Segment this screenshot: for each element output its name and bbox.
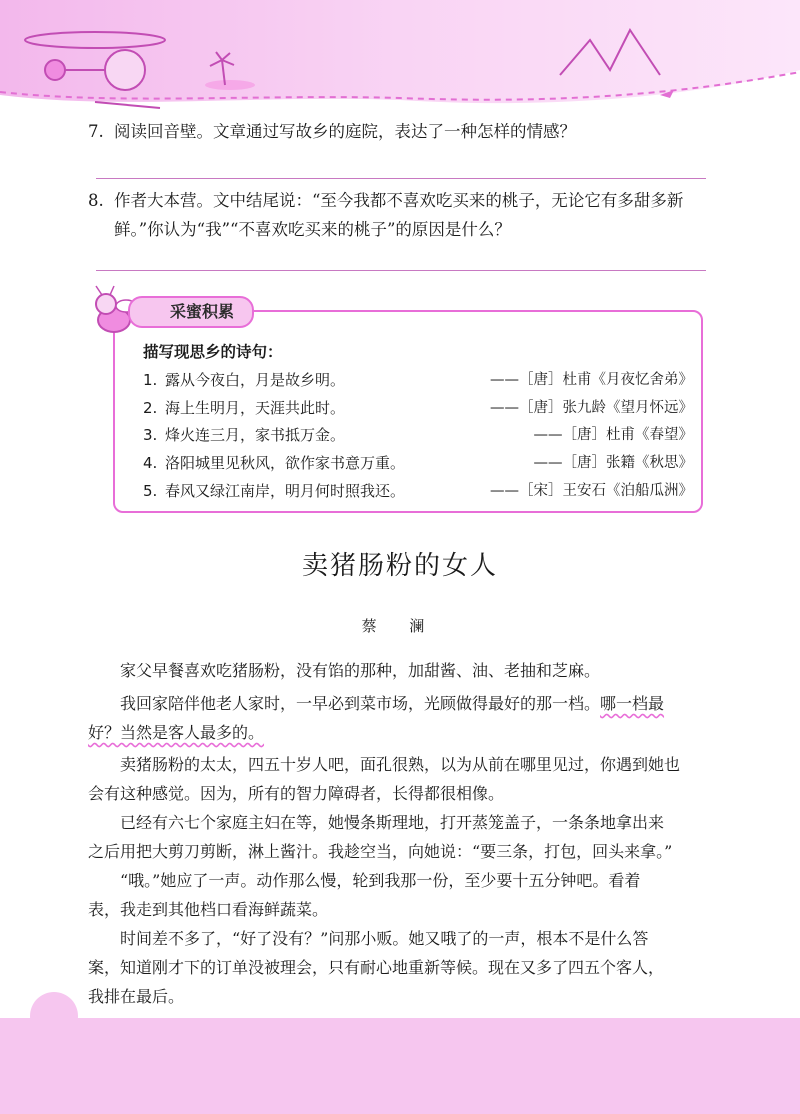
paragraph	[88, 924, 714, 953]
paragraph	[88, 953, 714, 982]
poem-number: 2.	[143, 399, 158, 417]
paragraph	[88, 656, 714, 685]
answer-line-7[interactable]	[96, 178, 706, 179]
question-text-line-1: 作者大本营。文中结尾说：“至今我都不喜欢吃买来的桃子，无论它有多甜多新	[114, 191, 684, 210]
poem-source: ——［唐］张籍《秋思》	[533, 455, 693, 471]
poem-line	[143, 478, 693, 504]
poem-text: 露从今夜白，月是故乡明。	[165, 371, 346, 389]
box-title: 描写现思乡的诗句：	[143, 343, 283, 361]
poem-text: 洛阳城里见秋风，欲作家书意万重。	[165, 454, 406, 472]
question-8	[88, 186, 714, 215]
paragraph-line: 表，我走到其他档口看海鲜蔬菜。	[88, 900, 329, 919]
paragraph-line: 案，知道刚才下的订单没被理会，只有耐心地重新等候。现在又多了四五个客人，	[88, 958, 665, 977]
paragraph-line: 时间差不多了，“好了没有？”问那小贩。她又哦了的一声，根本不是什么答	[120, 929, 649, 948]
answer-line-8[interactable]	[96, 270, 706, 271]
poem-line	[143, 395, 693, 421]
paragraph	[88, 689, 714, 718]
paragraph	[88, 837, 714, 866]
paragraph-line: 之后用把大剪刀剪断，淋上酱汁。我趁空当，向她说：“要三条，打包，回头来拿。”	[88, 842, 673, 861]
article-title: 卖猪肠粉的女人	[301, 551, 498, 581]
paragraph-line: 已经有六七个家庭主妇在等，她慢条斯理地，打开蒸笼盖子，一条条地拿出来	[120, 813, 665, 832]
poem-source: ——［唐］杜甫《月夜忆舍弟》	[490, 372, 693, 388]
poem-source: ——［宋］王安石《泊船瓜洲》	[490, 483, 693, 499]
poem-number: 3.	[143, 426, 158, 444]
paragraph-line: 卖猪肠粉的太太，四五十岁人吧，面孔很熟，以为从前在哪里见过，你遇到她也	[120, 755, 681, 774]
poem-line	[143, 367, 693, 393]
article-author: 蔡 澜	[361, 617, 439, 635]
question-text: 阅读回音壁。文章通过写故乡的庭院，表达了一种怎样的情感？	[114, 122, 576, 141]
paragraph	[88, 982, 714, 1011]
poem-text: 海上生明月，天涯共此时。	[165, 399, 346, 417]
paragraph	[88, 779, 714, 808]
paragraph	[88, 750, 714, 779]
paragraph	[88, 895, 714, 924]
question-7	[88, 117, 714, 146]
header-banner	[0, 0, 800, 120]
paragraph	[88, 808, 714, 837]
paragraph-line: 我回家陪伴他老人家时，一早必到菜市场，光顾做得最好的那一档。	[120, 694, 601, 713]
poem-line	[143, 450, 693, 476]
page-corner-circle	[30, 992, 78, 1040]
footer-band	[0, 1018, 800, 1114]
question-number: 7.	[88, 122, 104, 141]
poem-line	[143, 422, 693, 448]
poem-source: ——［唐］张九龄《望月怀远》	[490, 400, 693, 416]
section-tag: 采蜜积累	[128, 296, 254, 328]
paragraph	[88, 718, 714, 747]
paragraph-line: 会有这种感觉。因为，所有的智力障碍者，长得都很相像。	[88, 784, 505, 803]
paragraph-line: 我排在最后。	[88, 987, 185, 1006]
paragraph-line: “哦。”她应了一声。动作那么慢，轮到我那一份，至少要十五分钟吧。看着	[120, 871, 641, 890]
poem-text: 春风又绿江南岸，明月何时照我还。	[165, 482, 406, 500]
poem-text: 烽火连三月，家书抵万金。	[165, 426, 346, 444]
question-number: 8.	[88, 191, 104, 210]
poem-number: 4.	[143, 454, 158, 472]
paragraph	[88, 866, 714, 895]
highlighted-text: 哪一档最	[600, 694, 665, 713]
poem-number: 1.	[143, 371, 158, 389]
highlighted-text: 好？当然是客人最多的。	[88, 723, 265, 742]
question-8-cont	[88, 215, 714, 244]
paragraph-line: 家父早餐喜欢吃猪肠粉，没有馅的那种，加甜酱、油、老抽和芝麻。	[120, 661, 601, 680]
poem-number: 5.	[143, 482, 158, 500]
poem-source: ——［唐］杜甫《春望》	[533, 427, 693, 443]
question-text-line-2: 鲜。”你认为“我”“不喜欢吃买来的桃子”的原因是什么？	[114, 220, 511, 239]
